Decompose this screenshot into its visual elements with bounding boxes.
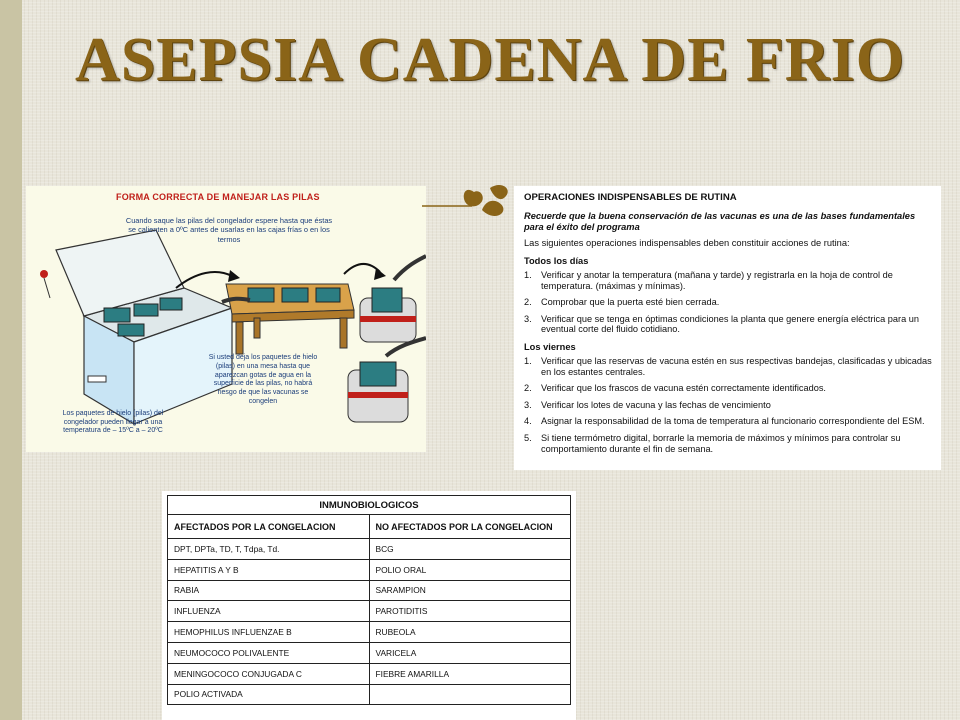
table-cell: INFLUENZA bbox=[168, 601, 370, 622]
left-decorative-band bbox=[0, 0, 22, 720]
table-cell: POLIO ORAL bbox=[369, 559, 571, 580]
table-cell: NEUMOCOCO POLIVALENTE bbox=[168, 642, 370, 663]
list-item: 3. Verificar los lotes de vacuna y las fechas de vencimiento bbox=[524, 399, 771, 410]
immunobiologicals-table bbox=[167, 495, 571, 705]
table-row bbox=[168, 580, 571, 601]
list-item: 3. Verificar que se tenga en óptimas condiciones la planta que genere energía eléctrica para un eventual corte del fluido cotidiano. bbox=[524, 313, 919, 335]
operations-title: OPERACIONES INDISPENSABLES DE RUTINA bbox=[524, 192, 737, 203]
table-cell: RABIA bbox=[168, 580, 370, 601]
ice-pack-handling-illustration bbox=[26, 186, 426, 452]
operations-intro-italic: Recuerde que la buena conservación de las vacunas es una de las bases fundamentales para el éxito del programa bbox=[524, 211, 916, 232]
table-row bbox=[168, 622, 571, 643]
friday-heading: Los viernes bbox=[524, 341, 576, 352]
slide-title: ASEPSIA CADENA DE FRIO bbox=[75, 26, 905, 94]
list-item: 1. Verificar que las reservas de vacuna estén en sus respectivas bandejas, clasificadas y ubicadas en los estantes centrales. bbox=[524, 355, 932, 377]
list-item: 2. Comprobar que la puerta esté bien cerrada. bbox=[524, 297, 720, 308]
table-cell: HEMOPHILUS INFLUENZAE B bbox=[168, 622, 370, 643]
table-cell: SARAMPION bbox=[369, 580, 571, 601]
column-header-affected: AFECTADOS POR LA CONGELACION bbox=[168, 515, 370, 539]
flourish-icon bbox=[420, 180, 520, 224]
table-cell: VARICELA bbox=[369, 642, 571, 663]
operations-intro: Las siguientes operaciones indispensables deben constituir acciones de rutina: bbox=[524, 238, 850, 248]
table-cell: FIEBRE AMARILLA bbox=[369, 663, 571, 684]
list-item: 5. Si tiene termómetro digital, borrarle la memoria de máximos y mínimos para controlar su comportamiento durante el fin de semana. bbox=[524, 432, 901, 454]
table-cell bbox=[369, 684, 571, 705]
table-cell: BCG bbox=[369, 539, 571, 560]
table-row bbox=[168, 559, 571, 580]
pilas-title: FORMA CORRECTA DE MANEJAR LAS PILAS bbox=[116, 192, 320, 202]
table-row bbox=[168, 601, 571, 622]
column-header-not-affected: NO AFECTADOS POR LA CONGELACION bbox=[369, 515, 571, 539]
routine-operations-panel bbox=[514, 186, 941, 470]
list-item: 4. Asignar la responsabilidad de la toma de temperatura al funcionario correspondiente del ESM. bbox=[524, 416, 925, 427]
immunobiologicals-table-panel bbox=[162, 491, 576, 720]
table-cell: POLIO ACTIVADA bbox=[168, 684, 370, 705]
list-item: 2. Verificar que los frascos de vacuna estén correctamente identificados. bbox=[524, 383, 826, 394]
table-cell: HEPATITIS A Y B bbox=[168, 559, 370, 580]
list-item: 1. Verificar y anotar la temperatura (mañana y tarde) y registrarla en la hoja de control de temperatura. (máximas y mínimas). bbox=[524, 270, 893, 291]
table-cell: RUBEOLA bbox=[369, 622, 571, 643]
table-row bbox=[168, 642, 571, 663]
pilas-middle-note: Si usted deja los paquetes de hielo (pilas) en una mesa hasta que aparezcan gotas de agua en la superficie de las pilas, no habrá riesgo de que las vacunas se congelen bbox=[208, 354, 318, 405]
daily-list bbox=[524, 270, 935, 335]
table-row bbox=[168, 663, 571, 684]
table-cell: DPT, DPTa, TD, T, Tdpa, Td. bbox=[168, 539, 370, 560]
table-row bbox=[168, 539, 571, 560]
daily-heading: Todos los días bbox=[524, 256, 589, 266]
table-cell: PAROTIDITIS bbox=[369, 601, 571, 622]
pilas-top-note: Cuando saque las pilas del congelador espere hasta que éstas se calienten a 0ºC antes de usarlas en las cajas frías o en los termos bbox=[125, 216, 333, 244]
table-title: INMUNOBIOLOGICOS bbox=[168, 496, 571, 515]
pilas-bottom-note: Los paquetes de hielo (pilas) del congelador pueden llegar a una temperatura de – 15ºC a – 20ºC bbox=[62, 410, 164, 435]
table-cell: MENINGOCOCO CONJUGADA C bbox=[168, 663, 370, 684]
friday-list bbox=[524, 356, 935, 454]
table-row bbox=[168, 684, 571, 705]
